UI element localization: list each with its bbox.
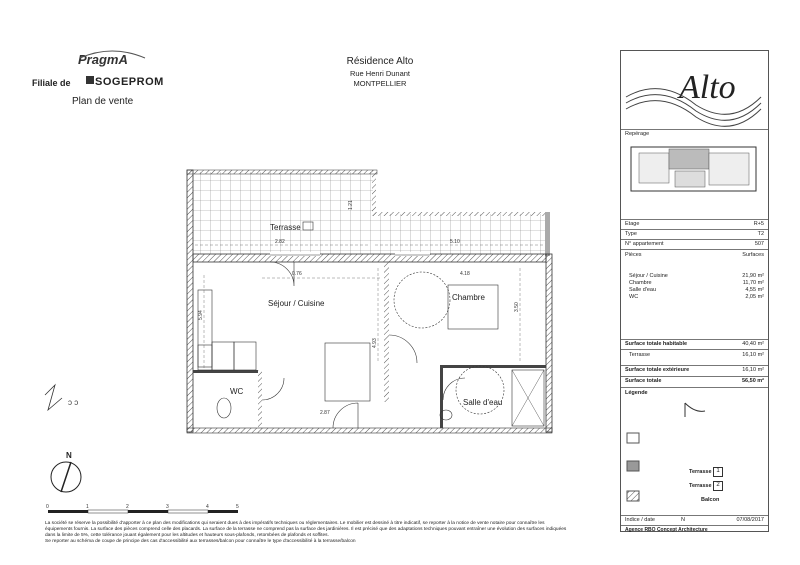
hab-value: 40,40 m² <box>742 341 764 347</box>
appt-value: 507 <box>754 241 764 247</box>
sogeprom-logo: SOGEPROM <box>95 76 164 88</box>
ext-value: 16,10 m² <box>742 367 764 373</box>
location-key-plan <box>629 143 759 195</box>
room-row-surface: 2,05 m² <box>745 294 764 300</box>
room-label-terrasse: Terrasse <box>270 223 301 232</box>
alto-logo-waves <box>621 67 767 127</box>
room-row-name: Chambre <box>629 280 652 286</box>
room-row-name: Séjour / Cuisine <box>629 273 668 279</box>
total-value: 56,50 m² <box>741 378 764 384</box>
info-panel <box>620 50 769 532</box>
legend-symbols <box>625 399 765 509</box>
terrace-area-right <box>373 214 548 254</box>
etage-value: R+5 <box>753 221 764 227</box>
scale-tick: 4 <box>206 504 209 510</box>
residence-street: Rue Henri Dunant <box>349 69 411 78</box>
dim-label: 0.76 <box>292 271 302 277</box>
ext-label: Surface totale extérieure <box>625 367 690 373</box>
room-label-chambre: Chambre <box>452 293 485 302</box>
dim-label: 5.10 <box>450 239 460 245</box>
pieces-label: Pièces <box>625 252 642 258</box>
terrasse-key-1-num: 1 <box>713 467 723 477</box>
legal-line: équipements fournis. La surface des pièces comprend celle des placards. La surface de la terrasse ne comprend pas la surface des jardinières. Il est précisé que des adaptations techniques pouvant entraîner une évolution des surfaces indiquées <box>45 527 567 532</box>
terrasse-key-2: Terrasse <box>689 483 712 489</box>
indice-value: N <box>681 517 685 523</box>
residence-name: Résidence Alto <box>346 56 414 67</box>
room-row-name: WC <box>629 294 639 300</box>
sogeprom-icon <box>86 76 94 84</box>
surfaces-label: Surfaces <box>742 252 764 258</box>
terrasse-key-2-num: 2 <box>713 481 723 491</box>
type-value: T2 <box>757 231 764 237</box>
alto-logo: Alto <box>679 69 736 106</box>
scale-tick: 2 <box>126 504 129 510</box>
handwritten-mark-text: ɔ ɔ <box>68 398 79 407</box>
dim-label: 5.94 <box>198 310 204 320</box>
type-label: Type <box>625 231 637 237</box>
dim-label: 4.93 <box>372 338 378 348</box>
north-label: N <box>66 451 72 460</box>
dim-label: 2.82 <box>275 239 285 245</box>
dim-label: 4.18 <box>460 271 470 277</box>
hab-label: Surface totale habitable <box>625 341 688 347</box>
residence-city: MONTPELLIER <box>353 79 407 88</box>
total-label: Surface totale <box>625 378 662 384</box>
terrasse-label: Terrasse <box>629 352 651 358</box>
balcon-key: Balcon <box>701 497 720 503</box>
room-row-surface: 11,70 m² <box>742 280 764 286</box>
handwritten-mark <box>45 385 62 410</box>
reperage-label: Repérage <box>625 131 650 137</box>
terrasse-value: 16,10 m² <box>742 352 764 358</box>
scale-tick: 1 <box>86 504 89 510</box>
legal-line: dans la limite de 5%, cette tolérance jouant également pour les altitudes et hauteurs sous-plafonds, retombées de plafonds et soffites. <box>45 533 329 538</box>
scale-tick: 5 <box>236 504 239 510</box>
dim-label: 1.21 <box>348 200 354 210</box>
terrasse-key-1: Terrasse <box>689 469 712 475</box>
scale-bar <box>48 510 238 513</box>
room-label-sejour: Séjour / Cuisine <box>268 299 325 308</box>
scale-tick: 0 <box>46 504 49 510</box>
filiale-prefix: Filiale de <box>32 78 71 88</box>
pragma-arc <box>80 51 145 58</box>
legal-line: Se reporter au schéma de coupe de principe des cas d'accessibilité aux terrasses/balcon pour connaître le type d'accessibilité à la terrasse/balcon <box>45 539 356 544</box>
legal-line: La société se réserve la possibilité d'apporter à ce plan des modifications qui seraient dues à des impératifs techniques ou réglementaires. Le mobilier est dessiné à titre indicatif, se reporter à la notice de vente notaire pour connaître les <box>45 521 545 526</box>
appt-label: N° appartement <box>625 241 664 247</box>
pragma-logo: PragmA <box>78 52 128 67</box>
doc-type-label: Plan de vente <box>72 96 134 107</box>
agency-name: Agence RBO Concept Architecture <box>625 527 708 533</box>
room-label-wc: WC <box>230 387 244 396</box>
etage-label: Etage <box>625 221 640 227</box>
legal-notice <box>45 521 620 545</box>
dim-label: 3.50 <box>514 302 520 312</box>
room-row-surface: 21,90 m² <box>742 273 764 279</box>
date-value: 07/08/2017 <box>736 517 764 523</box>
room-label-salle-eau: Salle d'eau <box>463 398 503 407</box>
indice-label: Indice / date <box>625 517 655 523</box>
legende-label: Légende <box>625 390 648 396</box>
north-compass-icon <box>51 462 81 492</box>
room-row-surface: 4,55 m² <box>745 287 764 293</box>
room-row-name: Salle d'eau <box>629 287 657 293</box>
scale-tick: 3 <box>166 504 169 510</box>
dim-label: 2.87 <box>320 410 330 416</box>
